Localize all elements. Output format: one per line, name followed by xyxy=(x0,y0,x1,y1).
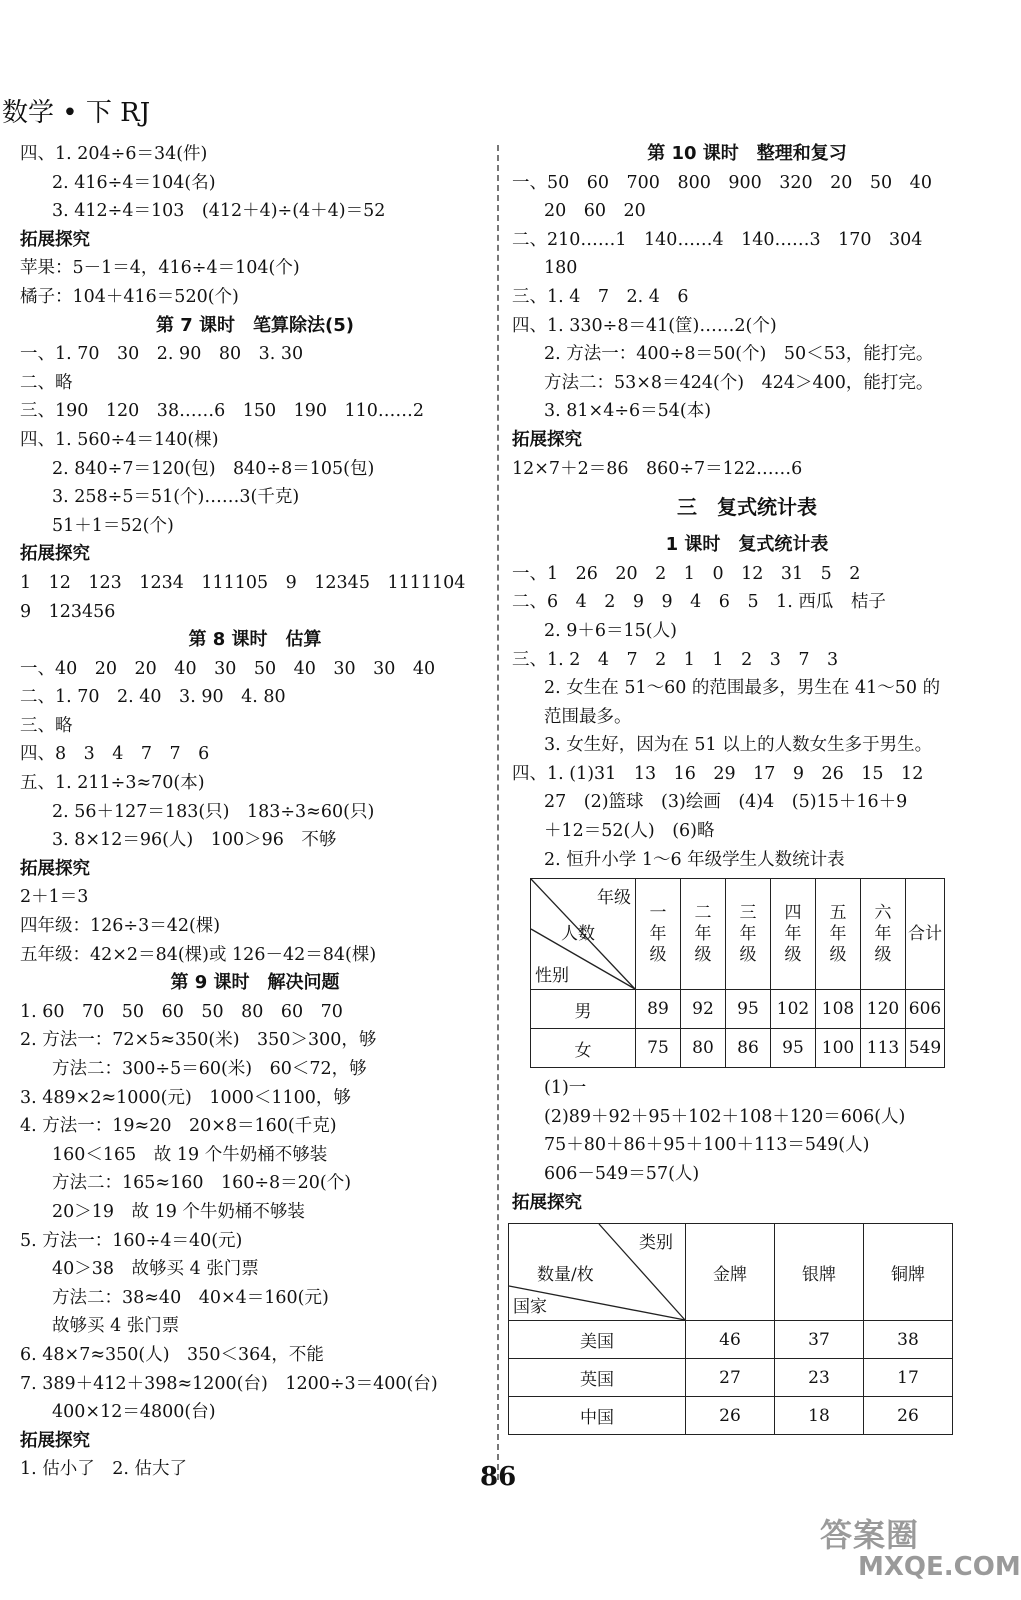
section-label: 拓展探究 xyxy=(20,858,90,879)
table-cell: 75 xyxy=(636,1029,681,1068)
table2-corner-mid: 数量/枚 xyxy=(537,1265,594,1286)
table-cell: 102 xyxy=(771,990,816,1029)
table2-header: 银牌 xyxy=(775,1224,864,1321)
answer-line: 一、1. 70 30 2. 90 80 3. 30 xyxy=(20,344,304,365)
answer-line: 6. 48×7≈350(人) 350＜364，不能 xyxy=(20,1344,324,1365)
answer-line: 橘子：104＋416＝520(个) xyxy=(20,286,239,307)
answer-line: 40＞38 故够买 4 张门票 xyxy=(52,1259,259,1280)
answer-line: 四年级：126÷3＝42(棵) xyxy=(20,916,221,937)
row-label: 女 xyxy=(531,1029,636,1068)
answer-line: 5. 方法一：160÷4＝40(元) xyxy=(20,1230,243,1251)
answer-line: 三、1. 4 7 2. 4 6 xyxy=(512,286,689,307)
answer-line: 方法二：38≈40 40×4＝160(元) xyxy=(52,1287,329,1308)
answer-line: 三、略 xyxy=(20,715,73,736)
table2-corner-top: 类别 xyxy=(639,1233,673,1254)
table-cell: 37 xyxy=(775,1321,864,1359)
table-cell: 26 xyxy=(864,1397,953,1435)
answer-line: (1)一 xyxy=(544,1078,587,1099)
answer-line: 三、1. 2 4 7 2 1 1 2 3 7 3 xyxy=(512,649,839,670)
left-column xyxy=(20,140,490,1484)
answer-line: 27 (2)篮球 (3)绘画 (4)4 (5)15＋16＋9 xyxy=(544,792,908,813)
table-cell: 95 xyxy=(771,1029,816,1068)
answer-line: 3. 8×12＝96(人) 100＞96 不够 xyxy=(52,830,337,851)
row-label: 男 xyxy=(531,990,636,1029)
page-header: 数学 • 下 RJ xyxy=(2,98,151,128)
table2-header: 金牌 xyxy=(686,1224,775,1321)
answer-line: 20 60 20 xyxy=(544,201,646,222)
answer-line: 一、40 20 20 40 30 50 40 30 30 40 xyxy=(20,658,436,679)
lesson-title: 第 8 课时 估算 xyxy=(188,629,322,651)
table-row xyxy=(509,1359,953,1397)
answer-line: 75＋80＋86＋95＋100＋113＝549(人) xyxy=(544,1135,870,1156)
section-3-title: 三 复式统计表 xyxy=(677,495,817,520)
table-cell: 549 xyxy=(906,1029,945,1068)
answer-line: 故够买 4 张门票 xyxy=(52,1316,180,1337)
answer-line: 四、1. (1)31 13 16 29 17 9 26 15 12 xyxy=(512,763,924,784)
answer-line: 二、略 xyxy=(20,372,73,393)
table-cell: 86 xyxy=(726,1029,771,1068)
answer-line: ＋12＝52(人) (6)略 xyxy=(544,821,715,842)
lesson-title: 第 10 课时 整理和复习 xyxy=(647,143,847,164)
watermark-logo: 答案圈 xyxy=(820,1516,920,1554)
lesson-title: 1 课时 复式统计表 xyxy=(665,534,829,556)
table-cell: 18 xyxy=(775,1397,864,1435)
table-cell: 17 xyxy=(864,1359,953,1397)
table-cell: 100 xyxy=(816,1029,861,1068)
answer-line: 2＋1＝3 xyxy=(20,887,89,908)
table-cell: 38 xyxy=(864,1321,953,1359)
table2-corner-cell xyxy=(509,1224,686,1321)
answer-line: 五、1. 211÷3≈70(本) xyxy=(20,773,205,794)
column-divider xyxy=(497,145,499,1480)
answer-line: 2. 416÷4＝104(名) xyxy=(52,172,216,193)
table-cell: 23 xyxy=(775,1359,864,1397)
watermark-url: MXQE.COM xyxy=(858,1552,1021,1582)
table1-header: 一 年 级 xyxy=(636,879,681,990)
section-label: 拓展探究 xyxy=(512,1192,582,1213)
answer-line: 2. 女生在 51～60 的范围最多，男生在 41～50 的 xyxy=(544,678,941,699)
section-label: 拓展探究 xyxy=(20,544,90,565)
lesson-title: 第 7 课时 笔算除法(5) xyxy=(155,314,355,336)
table1-corner-top: 年级 xyxy=(597,888,631,909)
answer-line: 二、6 4 2 9 9 4 6 5 1. 西瓜 桔子 xyxy=(512,592,886,613)
table-cell: 92 xyxy=(681,990,726,1029)
section-label: 拓展探究 xyxy=(20,1430,90,1451)
lesson-title: 第 9 课时 解决问题 xyxy=(170,972,340,994)
answer-line: 一、50 60 700 800 900 320 20 50 40 xyxy=(512,172,932,193)
table1-header: 六 年 级 xyxy=(861,879,906,990)
table-cell: 95 xyxy=(726,990,771,1029)
row-label: 中国 xyxy=(509,1397,686,1435)
table-cell: 80 xyxy=(681,1029,726,1068)
answer-line: 3. 女生好，因为在 51 以上的人数女生多于男生。 xyxy=(544,735,933,756)
answer-line: 方法二：165≈160 160÷8＝20(个) xyxy=(52,1173,352,1194)
answer-line: 180 xyxy=(544,258,578,279)
table1-header: 五 年 级 xyxy=(816,879,861,990)
answer-line: 四、1. 330÷8＝41(筐)……2(个) xyxy=(512,315,777,336)
table-row xyxy=(531,1029,945,1068)
table-cell: 46 xyxy=(686,1321,775,1359)
answer-line: 三、190 120 38……6 150 190 110……2 xyxy=(20,401,425,422)
answer-line: 苹果：5－1＝4，416÷4＝104(个) xyxy=(20,258,300,279)
answer-line: 1 12 123 1234 111105 9 12345 1111104 xyxy=(20,572,466,593)
table1-header-total: 合计 xyxy=(906,879,945,990)
answer-line: 3. 412÷4＝103 (412＋4)÷(4＋4)＝52 xyxy=(52,201,386,222)
row-label: 英国 xyxy=(509,1359,686,1397)
table2-corner-bot: 国家 xyxy=(513,1297,547,1318)
row-label: 美国 xyxy=(509,1321,686,1359)
answer-line: 3. 489×2≈1000(元) 1000＜1100，够 xyxy=(20,1087,351,1108)
answer-line: 606－549＝57(人) xyxy=(544,1164,700,1185)
section-label: 拓展探究 xyxy=(512,429,582,450)
answer-line: 9 123456 xyxy=(20,601,116,622)
answer-line: 20＞19 故 19 个牛奶桶不够装 xyxy=(52,1201,305,1222)
table1-header: 四 年 级 xyxy=(771,879,816,990)
medal-table xyxy=(508,1223,953,1435)
answer-line: 2. 恒升小学 1～6 年级学生人数统计表 xyxy=(544,849,845,870)
answer-line: 方法二：300÷5＝60(米) 60＜72，够 xyxy=(52,1059,367,1079)
table-cell: 113 xyxy=(861,1029,906,1068)
table-row xyxy=(509,1321,953,1359)
table-cell: 606 xyxy=(906,990,945,1029)
table-row xyxy=(509,1397,953,1435)
answer-line: 二、210……1 140……4 140……3 170 304 xyxy=(512,229,923,250)
answer-line: 四、1. 560÷4＝140(棵) xyxy=(20,429,219,450)
table2-header: 铜牌 xyxy=(864,1224,953,1321)
answer-line: 12×7＋2＝86 860÷7＝122……6 xyxy=(512,458,803,479)
answer-line: 1. 60 70 50 60 50 80 60 70 xyxy=(20,1001,343,1022)
answer-line: 3. 81×4÷6＝54(本) xyxy=(544,401,712,422)
left-lines xyxy=(20,140,490,1484)
answer-line: 2. 9＋6＝15(人) xyxy=(544,620,677,641)
table-cell: 27 xyxy=(686,1359,775,1397)
answer-line: 一、1 26 20 2 1 0 12 31 5 2 xyxy=(512,563,861,584)
answer-line: 方法二：53×8＝424(个) 424＞400，能打完。 xyxy=(544,372,934,393)
answer-line: 二、1. 70 2. 40 3. 90 4. 80 xyxy=(20,687,286,708)
table1-corner-mid: 人数 xyxy=(561,924,595,945)
answer-line: 范围最多。 xyxy=(544,706,632,727)
table-cell: 120 xyxy=(861,990,906,1029)
answer-line: 160＜165 故 19 个牛奶桶不够装 xyxy=(52,1144,328,1165)
answer-line: 400×12＝4800(台) xyxy=(52,1402,216,1423)
answer-line: (2)89＋92＋95＋102＋108＋120＝606(人) xyxy=(544,1106,906,1127)
answer-line: 2. 840÷7＝120(包) 840÷8＝105(包) xyxy=(52,458,375,479)
stats-answer-block xyxy=(512,1074,982,1217)
table1-header: 三 年 级 xyxy=(726,879,771,990)
table-cell: 26 xyxy=(686,1397,775,1435)
answer-line: 3. 258÷5＝51(个)……3(千克) xyxy=(52,487,300,508)
table1-corner-bot: 性别 xyxy=(535,966,569,987)
table-cell: 108 xyxy=(816,990,861,1029)
table1-corner-cell xyxy=(531,879,636,990)
answer-line: 2. 方法一：72×5≈350(米) 350＞300，够 xyxy=(20,1030,377,1051)
table-cell: 89 xyxy=(636,990,681,1029)
right-column xyxy=(512,140,982,1435)
answer-line: 2. 56＋127＝183(只) 183÷3≈60(只) xyxy=(52,801,375,822)
answer-line: 1. 估小了 2. 估大了 xyxy=(20,1459,188,1480)
stats-lesson-block xyxy=(512,531,982,874)
answer-line: 四、8 3 4 7 7 6 xyxy=(20,744,210,765)
answer-line: 7. 389＋412＋398≈1200(台) 1200÷3＝400(台) xyxy=(20,1373,438,1394)
student-count-table xyxy=(530,878,945,1068)
table-row xyxy=(531,990,945,1029)
answer-line: 4. 方法一：19≈20 20×8＝160(千克) xyxy=(20,1116,337,1137)
lesson-10-block xyxy=(512,140,982,483)
answer-line: 四、1. 204÷6＝34(件) xyxy=(20,144,208,164)
answer-line: 2. 方法一：400÷8＝50(个) 50＜53，能打完。 xyxy=(544,344,934,365)
answer-line: 51＋1＝52(个) xyxy=(52,515,174,536)
section-label: 拓展探究 xyxy=(20,229,90,250)
page-number: 86 xyxy=(480,1462,517,1492)
table1-header: 二 年 级 xyxy=(681,879,726,990)
answer-line: 五年级：42×2＝84(棵)或 126－42＝84(棵) xyxy=(20,944,377,965)
